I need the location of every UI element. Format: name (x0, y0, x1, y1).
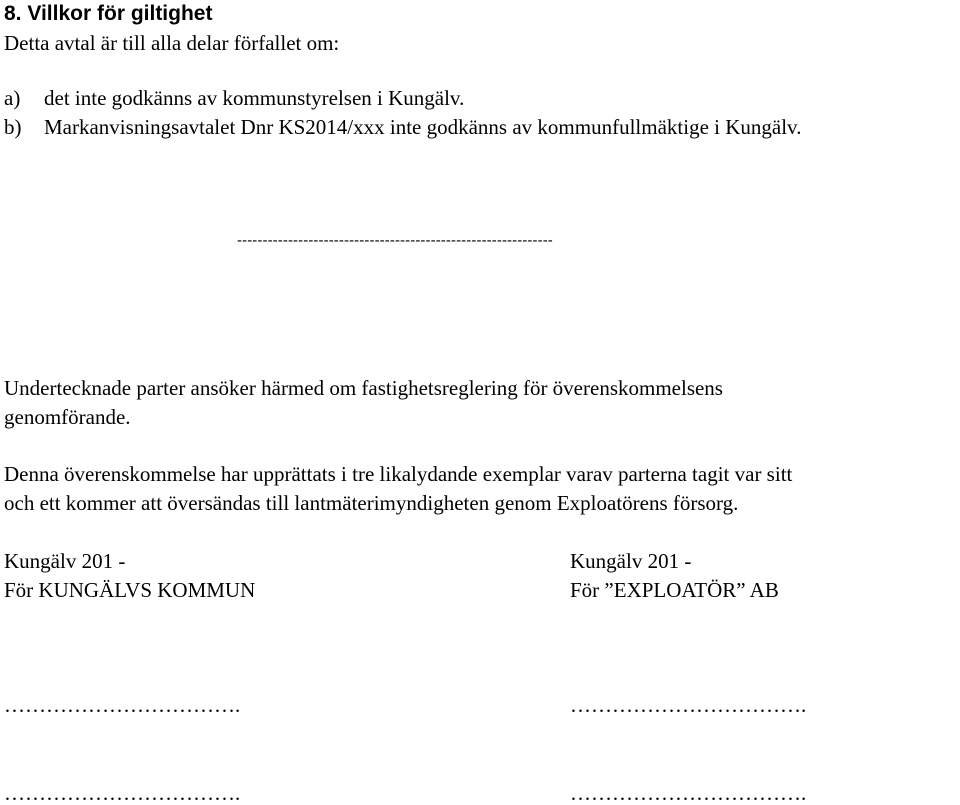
name-clarification-line: ……………………………. (4, 781, 241, 805)
condition-text: Markanvisningsavtalet Dnr KS2014/xxx inte godkänns av kommunfullmäktige i Kungälv. (44, 115, 802, 139)
copies-text-line-2: och ett kommer att översändas till lantmäterimyndigheten genom Exploatörens försorg. (4, 491, 739, 515)
condition-marker: b) (4, 115, 22, 139)
condition-text: det inte godkänns av kommunstyrelsen i Kungälv. (44, 86, 465, 110)
signature-place-date: Kungälv 201 - (4, 549, 126, 573)
signature-party: För ”EXPLOATÖR” AB (570, 578, 779, 602)
application-text-line-2: genomförande. (4, 405, 131, 429)
signature-line: ……………………………. (570, 693, 807, 717)
name-clarification-line: ……………………………. (570, 781, 807, 805)
section-intro: Detta avtal är till alla delar förfallet om: (4, 31, 340, 55)
condition-item-a (4, 88, 464, 109)
application-text-line-1: Undertecknade parter ansöker härmed om fastighetsreglering för överenskommelsens (4, 376, 723, 400)
signature-party: För KUNGÄLVS KOMMUN (4, 578, 256, 602)
copies-text-line-1: Denna överenskommelse har upprättats i tre likalydande exemplar varav parterna tagit var sitt (4, 462, 793, 486)
signature-place-date: Kungälv 201 - (570, 549, 692, 573)
signature-line: ……………………………. (4, 693, 241, 717)
condition-item-b (4, 117, 801, 138)
section-divider: -------------------------------------------------------------- (237, 232, 553, 249)
condition-marker: a) (4, 86, 21, 110)
section-heading: 8. Villkor för giltighet (4, 2, 213, 25)
